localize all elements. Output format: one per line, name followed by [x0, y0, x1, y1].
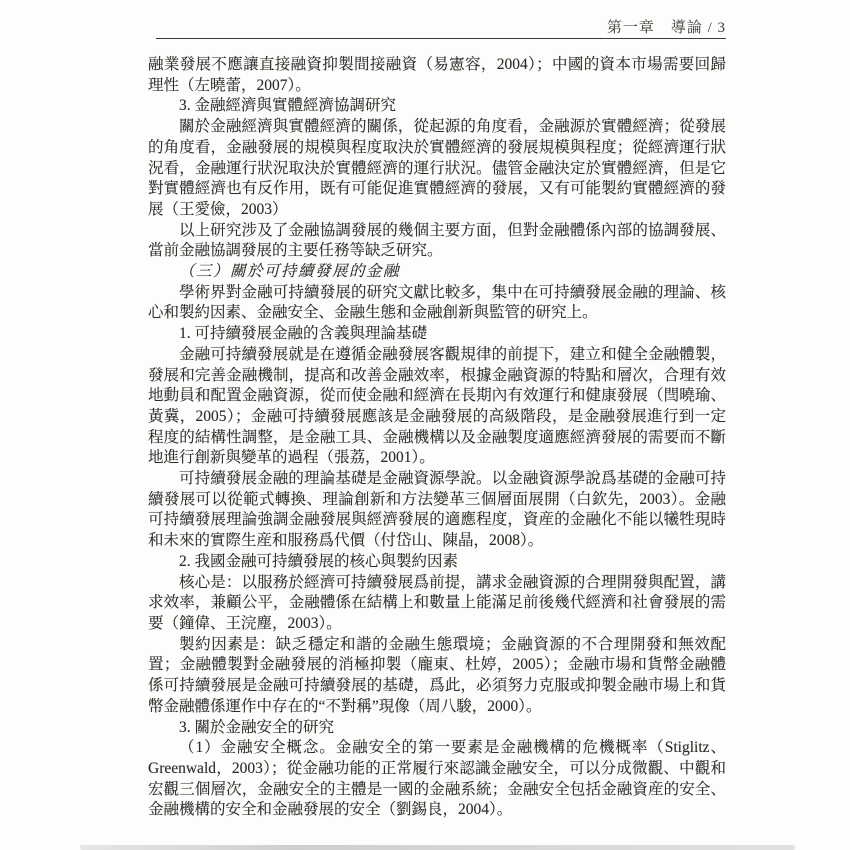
section-heading: 3. 金融經濟與實體經濟協調研究 — [179, 97, 397, 115]
scan-edge-shadow — [80, 845, 795, 850]
page-number: 3 — [717, 20, 726, 36]
header-separator: / — [702, 20, 718, 36]
paragraph-continued: 融業發展不應讓直接融資抑製間接融資（易憲容，2004）；中國的資本市場需要回歸理性（左曉蕾，2007）。 — [148, 56, 726, 94]
subsection-heading-kai: （三）關於可持續發展的金融 — [179, 263, 401, 281]
page-body — [148, 55, 726, 821]
paragraph: 核心是：以服務於經濟可持續發展爲前提，講求金融資源的合理開發與配置，講求效率，兼顧公平，金融體係在結構上和數量上能滿足前後幾代經濟和社會發展的需要（鐘偉、王浣塵，2003）。 — [148, 573, 726, 632]
section-heading: 3. 關於金融安全的研究 — [179, 718, 335, 736]
chapter-title: 第一章 導論 — [606, 20, 703, 36]
header-rule — [156, 38, 726, 39]
paragraph: 可持續發展金融的理論基礎是金融資源學說。以金融資源學說爲基礎的金融可持續發展可以從範式轉換、理論創新和方法變革三個層面展開（白欽先，2003）。金融可持續發展理論強調金融發展與經濟發展的適應程度，資産的金融化不能以犧牲現時和未來的實際生産和服務爲代價（付岱山、陳晶，2008）。 — [148, 470, 726, 550]
paragraph: 關於金融經濟與實體經濟的關係，從起源的角度看，金融源於實體經濟；從發展的角度看，金融發展的規模與程度取決於實體經濟的發展規模與程度；從經濟運行狀況看，金融運行狀況取決於實體經濟的運行狀況。儘管金融決定於實體經濟，但是它對實體經濟也有反作用，既有可能促進實體經濟的發展，又有可能製約實體經濟的發展（王愛儉，2003） — [148, 118, 726, 218]
paragraph: 製約因素是：缺乏穩定和諧的金融生態環境；金融資源的不合理開發和無效配置；金融體製對金融發展的消極抑製（龐東、杜婷，2005）；金融市場和貨幣金融體係可持續發展是金融可持續發展的基礎，爲此，必須努力克服或抑製金融市場上和貨幣金融體係運作中存在的“不對稱”現像（周八駿，2000）。 — [148, 635, 726, 715]
paragraph: 金融可持續發展就是在遵循金融發展客觀規律的前提下，建立和健全金融體製，發展和完善金融機制，提高和改善金融效率，根據金融資源的特點和層次，合理有效地動員和配置金融資源，從而使金融和經濟在長期內有效運行和健康發展（閆曉瑜、黃冀，2005）；金融可持續發展應該是金融發展的高級階段，是金融發展進行到一定程度的結構性調整，是金融工具、金融機構以及金融製度適應經濟發展的需要而不斷地進行創新與變革的過程（張荔，2001）。 — [148, 345, 726, 467]
paragraph: （1）金融安全概念。金融安全的第一要素是金融機構的危機概率（Stiglitz、Greenwald，2003）；從金融功能的正常履行來認識金融安全，可以分成微觀、中觀和宏觀三個層次，金融安全的主體是一國的金融系統；金融安全包括金融資産的安全、金融機構的安全和金融發展的安全（劉錫良，2004）。 — [148, 739, 726, 819]
running-header — [148, 16, 726, 37]
paragraph: 學術界對金融可持續發展的研究文獻比較多，集中在可持續發展金融的理論、核心和製約因素、金融安全、金融生態和金融創新與監管的研究上。 — [148, 283, 726, 322]
paragraph: 以上研究涉及了金融協調發展的幾個主要方面，但對金融體係內部的協調發展、當前金融協調發展的主要任務等缺乏研究。 — [148, 221, 726, 260]
section-heading: 2. 我國金融可持續發展的核心與製約因素 — [179, 552, 459, 570]
section-heading: 1. 可持續發展金融的含義與理論基礎 — [179, 325, 428, 343]
